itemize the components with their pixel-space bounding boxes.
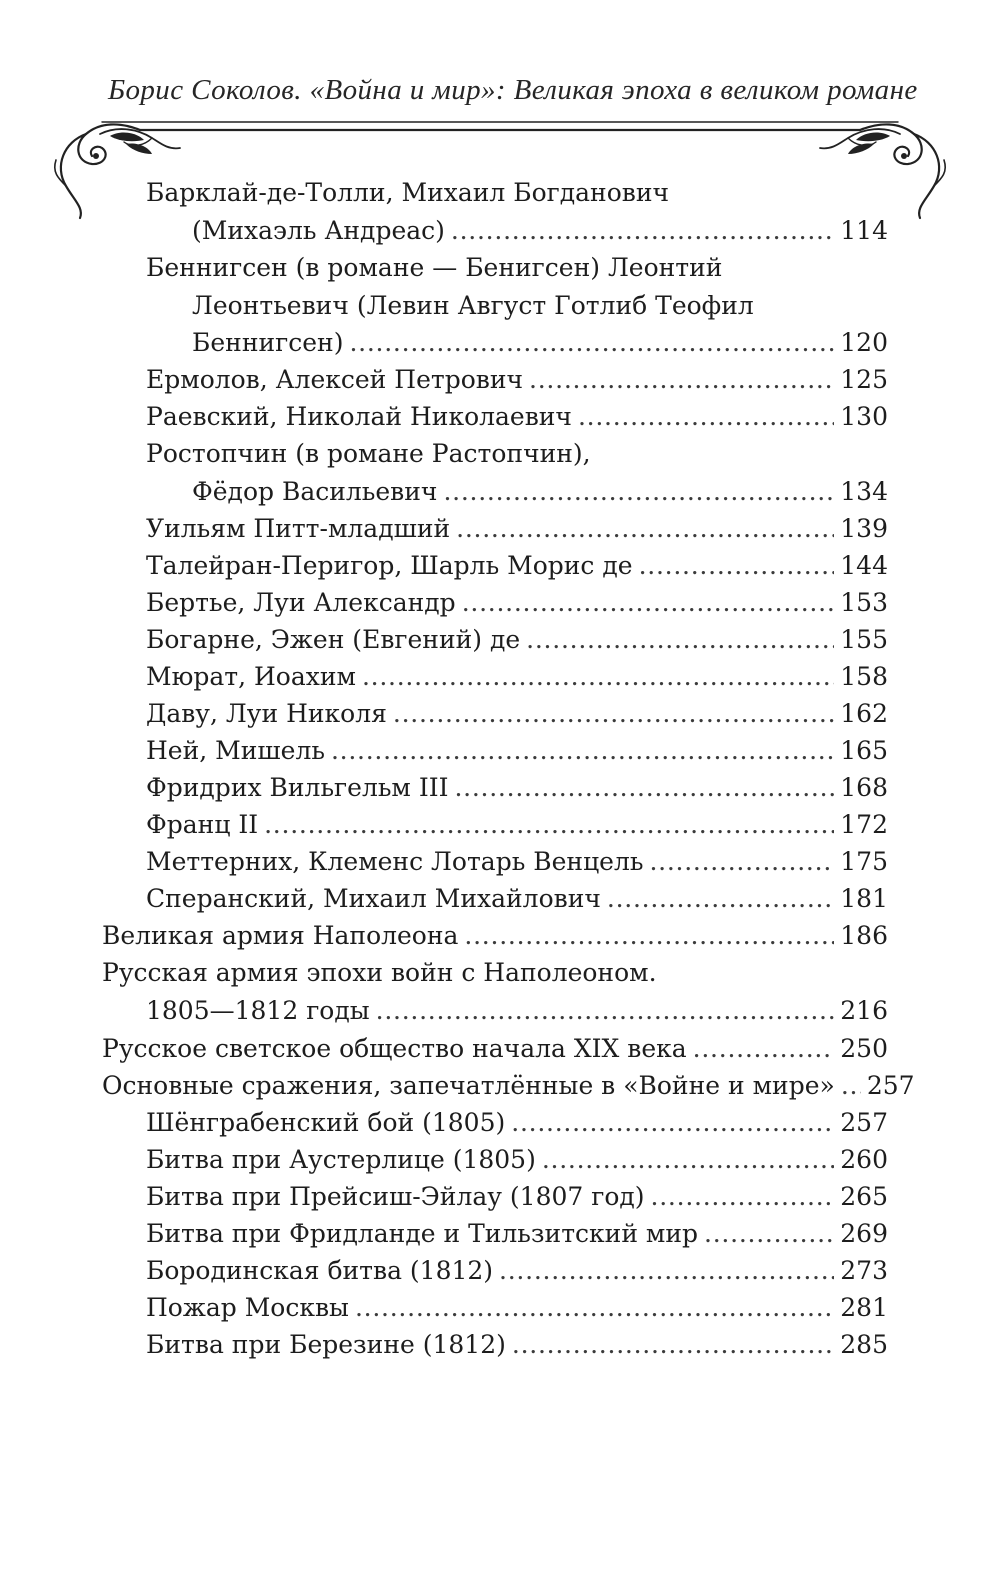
- dot-leader: [454, 769, 834, 807]
- toc-page-number: 165: [840, 736, 888, 765]
- toc-entry[interactable]: [146, 806, 888, 844]
- toc-entry-title: Битва при Березине (1812): [146, 1330, 506, 1359]
- toc-page-number: 250: [840, 1034, 888, 1063]
- toc-page-number: 168: [840, 773, 888, 802]
- toc-entry[interactable]: [102, 1067, 915, 1105]
- toc-entry-title: Ермолов, Алексей Петрович: [146, 365, 524, 394]
- toc-entry[interactable]: [146, 1326, 888, 1364]
- toc-entry[interactable]: [102, 917, 888, 955]
- toc-entry[interactable]: [146, 1141, 888, 1179]
- toc-entry[interactable]: [146, 1178, 888, 1216]
- toc-page-number: 186: [840, 921, 888, 950]
- toc-page-number: 269: [840, 1219, 888, 1248]
- dot-leader: [649, 843, 834, 881]
- dot-leader: [651, 1178, 835, 1216]
- toc-page-number: 155: [840, 625, 888, 654]
- dot-leader: [264, 806, 834, 844]
- toc-entry[interactable]: [146, 732, 888, 770]
- toc-entry-title: Даву, Луи Николя: [146, 699, 387, 728]
- dot-leader: [443, 473, 834, 511]
- toc-entry-title: (Михаэль Андреас): [192, 215, 445, 245]
- toc-entry-title-line: Русская армия эпохи войн с Наполеоном.: [102, 958, 657, 987]
- toc-entry-title-line: Леонтьевич (Левин Август Готлиб Теофил: [192, 290, 754, 320]
- dot-leader: [529, 361, 834, 399]
- toc-entry[interactable]: [146, 398, 888, 436]
- dot-leader: [331, 732, 834, 770]
- toc-entry[interactable]: [146, 621, 888, 659]
- toc-page-number: 125: [840, 365, 888, 394]
- dot-leader: [639, 547, 835, 585]
- dot-leader: [512, 1326, 834, 1364]
- dot-leader: [511, 1104, 834, 1142]
- toc-entry[interactable]: [146, 584, 888, 622]
- toc-page-number: 158: [840, 662, 888, 691]
- toc-entry-title: Бертье, Луи Александр: [146, 588, 456, 617]
- toc-page-number: 139: [840, 514, 888, 543]
- dot-leader: [578, 398, 834, 436]
- dot-leader: [526, 621, 834, 659]
- dot-leader: [393, 695, 834, 733]
- toc-entry-title: Сперанский, Михаил Михайлович: [146, 884, 601, 913]
- toc-page-number: 257: [840, 1108, 888, 1137]
- toc-entry-title: Мюрат, Иоахим: [146, 662, 356, 691]
- toc-page-number: 130: [840, 402, 888, 431]
- toc-entry[interactable]: [146, 1252, 888, 1290]
- dot-leader: [451, 212, 834, 250]
- toc-entry[interactable]: [146, 547, 888, 585]
- dot-leader: [362, 658, 834, 696]
- toc-entry-title-line: Беннигсен (в романе — Бенигсен) Леонтий: [146, 253, 723, 282]
- toc-entry[interactable]: [192, 324, 888, 362]
- toc-entry-title: Битва при Аустерлице (1805): [146, 1145, 536, 1174]
- toc-page-number: 281: [840, 1293, 888, 1322]
- toc-entry-title: Основные сражения, запечатлённые в «Войне и мире»: [102, 1071, 835, 1100]
- toc-page-number: 175: [840, 847, 888, 876]
- toc-entry[interactable]: [146, 695, 888, 733]
- dot-leader: [456, 510, 834, 548]
- toc-entry[interactable]: [146, 769, 888, 807]
- toc-page-number: 162: [840, 699, 888, 728]
- toc-entry-title: Франц II: [146, 810, 259, 839]
- toc-entry-title: Талейран-Перигор, Шарль Морис де: [146, 551, 633, 580]
- dot-leader: [693, 1030, 835, 1068]
- toc-entry[interactable]: [146, 992, 888, 1030]
- toc-entry-title: Великая армия Наполеона: [102, 921, 459, 950]
- toc-entry[interactable]: [192, 212, 888, 250]
- toc-page-number: 257: [866, 1071, 915, 1100]
- toc-entry[interactable]: [102, 1030, 888, 1068]
- toc-entry[interactable]: [146, 843, 888, 881]
- toc-entry-title: Уильям Питт-младший: [146, 514, 451, 543]
- toc-page-number: 120: [840, 328, 888, 357]
- toc-entry-title: Бородинская битва (1812): [146, 1256, 494, 1285]
- toc-entry[interactable]: [146, 1289, 888, 1327]
- toc-page-number: 114: [840, 215, 888, 245]
- toc-page-number: 153: [840, 588, 888, 617]
- toc-entry-title: Фёдор Васильевич: [192, 476, 438, 506]
- toc-page-number: 273: [840, 1256, 888, 1285]
- toc-page-number: 216: [840, 995, 888, 1025]
- toc-entry[interactable]: [146, 1104, 888, 1142]
- toc-entry[interactable]: [146, 1215, 888, 1253]
- toc-entry-title: Битва при Фридланде и Тильзитский мир: [146, 1219, 699, 1248]
- toc-entry-title: Русское светское общество начала XIX века: [102, 1034, 687, 1063]
- toc-entry-title: Беннигсен): [192, 328, 344, 357]
- toc-page-number: 134: [840, 476, 888, 506]
- toc-entry-title: Ней, Мишель: [146, 736, 325, 765]
- toc-page-number: 144: [840, 551, 888, 580]
- toc-entry[interactable]: [146, 361, 888, 399]
- toc-entry[interactable]: [146, 880, 888, 918]
- toc-entry[interactable]: [146, 658, 888, 696]
- toc-page-number: 285: [840, 1330, 888, 1359]
- toc-entry-title: Шёнграбенский бой (1805): [146, 1108, 506, 1137]
- dot-leader: [355, 1289, 834, 1327]
- toc-entry-title-line: Ростопчин (в романе Растопчин),: [146, 439, 591, 468]
- toc-entry-title: Раевский, Николай Николаевич: [146, 402, 572, 431]
- running-head: Борис Соколов. «Война и мир»: Великая эпоха в великом романе: [108, 74, 918, 106]
- toc-entry[interactable]: [146, 510, 888, 548]
- dot-leader: [499, 1252, 834, 1290]
- toc-page-number: 260: [840, 1145, 888, 1174]
- toc-page-number: 172: [840, 810, 888, 839]
- dot-leader: [542, 1141, 834, 1179]
- dot-leader: [704, 1215, 834, 1253]
- dot-leader: [464, 917, 834, 955]
- toc-entry-title: Богарне, Эжен (Евгений) де: [146, 625, 521, 654]
- dot-leader: [349, 324, 834, 362]
- toc-entry-title-line: Барклай-де-Толли, Михаил Богданович: [146, 178, 670, 207]
- dot-leader: [376, 992, 835, 1030]
- toc-entry-title: Битва при Прейсиш-Эйлау (1807 год): [146, 1182, 645, 1211]
- toc-entry-title: 1805—1812 годы: [146, 995, 370, 1025]
- toc-entry-title: Меттерних, Клеменс Лотарь Венцель: [146, 847, 644, 876]
- toc-entry[interactable]: [192, 473, 888, 511]
- toc-entry-title: Фридрих Вильгельм III: [146, 773, 449, 802]
- dot-leader: [462, 584, 835, 622]
- dot-leader: [841, 1067, 861, 1105]
- toc-entry-title: Пожар Москвы: [146, 1293, 349, 1322]
- toc-page-number: 181: [840, 884, 888, 913]
- toc-page-number: 265: [840, 1182, 888, 1211]
- dot-leader: [607, 880, 834, 918]
